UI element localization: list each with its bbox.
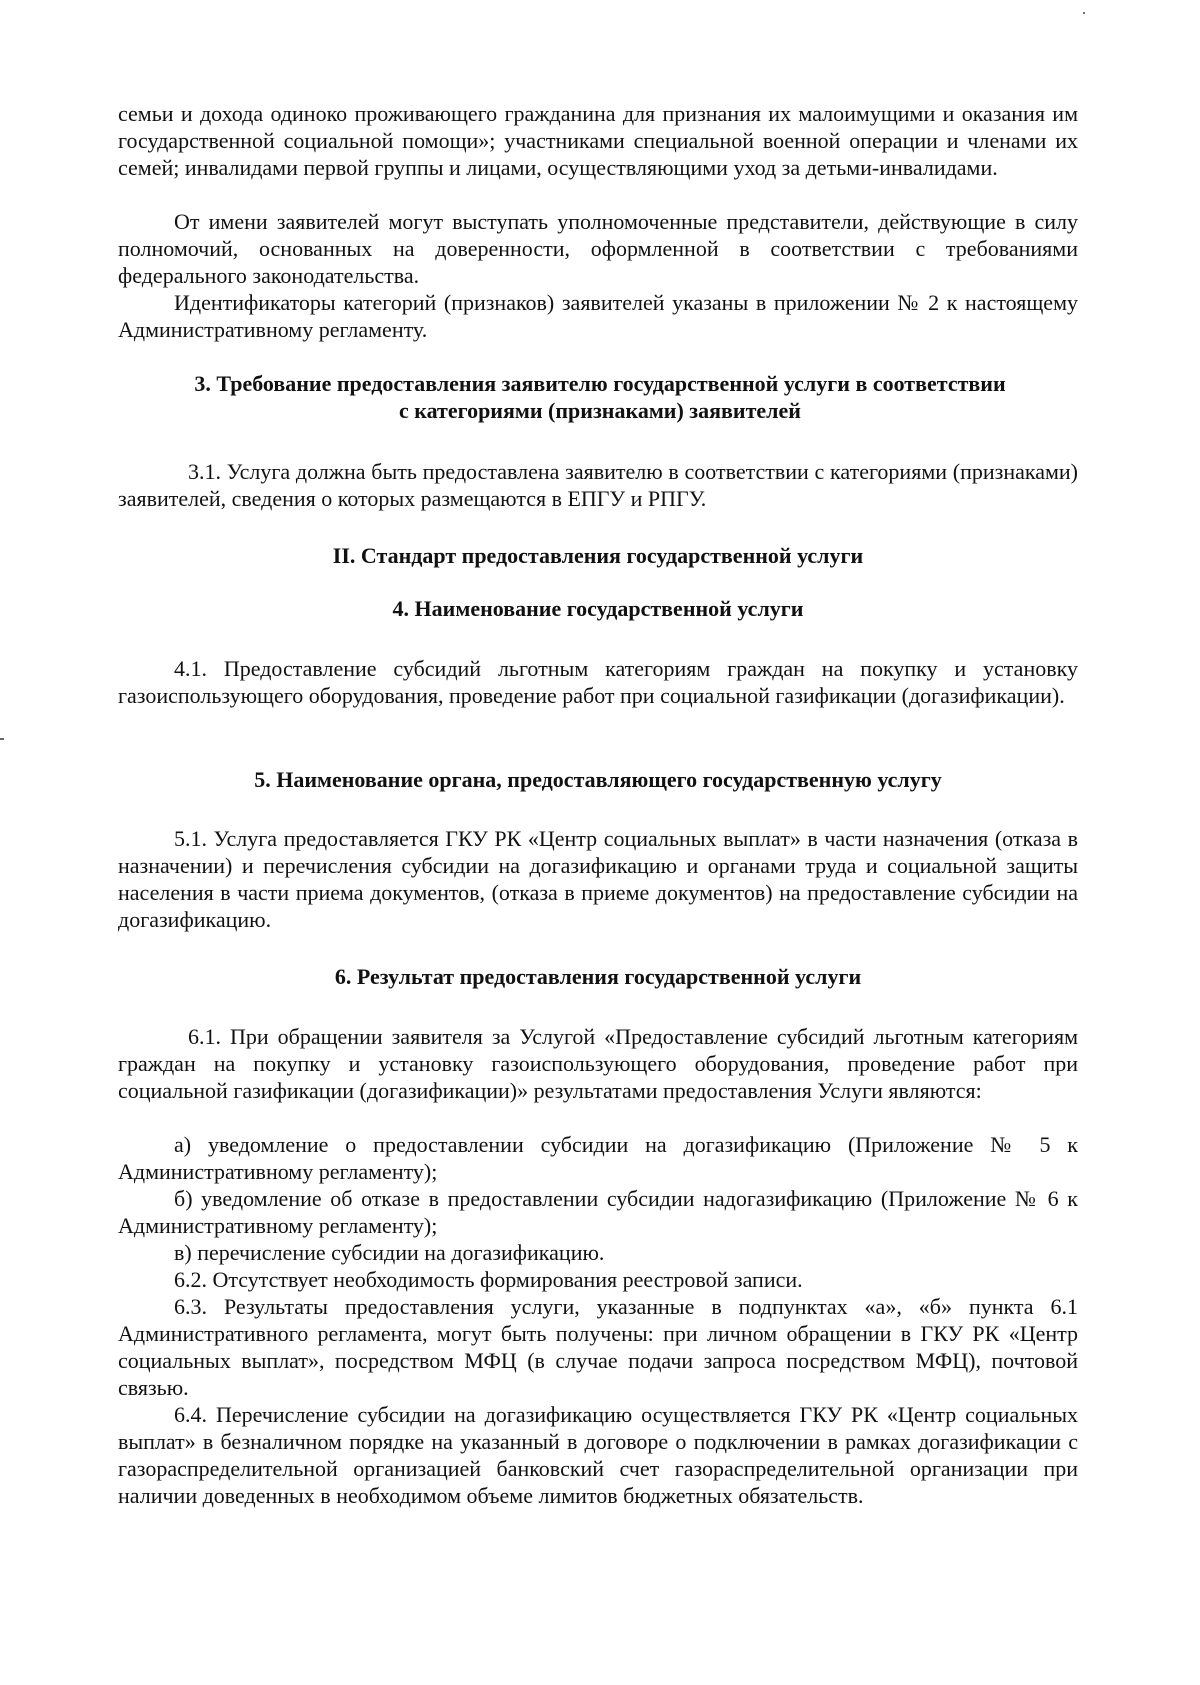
paragraph-6-1: 6.1. При обращении заявителя за Услугой «Предоставление субсидий льготным категориям граждан на покупку и установку газоиспользующего оборудования, проведение работ при социальной газификации (догазификации)» результатами предоставления Услуги являются: xyxy=(118,1024,1078,1103)
paragraph-6-1-b: б) уведомление об отказе в предоставлении субсидии надогазификацию (Приложение № 6 к Административному регламенту); xyxy=(118,1186,1078,1238)
paragraph-5-1: 5.1. Услуга предоставляется ГКУ РК «Центр социальных выплат» в части назначения (отказа в назначении) и перечисления субсидии на догазификацию и органами труда и социальной защиты населения в части приема документов, (отказа в приеме документов) на предоставление субсидии на догазификацию. xyxy=(118,826,1078,932)
paragraph-6-1-a: а) уведомление о предоставлении субсидии на догазификацию (Приложение № 5 к Административному регламенту); xyxy=(118,1132,1078,1184)
part-2-heading: II. Стандарт предоставления государственной услуги xyxy=(332,543,864,568)
paragraph-6-1-v: в) перечисление субсидии на догазификацию. xyxy=(174,1240,605,1265)
paragraph-6-2: 6.2. Отсутствует необходимость формирования реестровой записи. xyxy=(174,1267,803,1292)
paragraph-6-4: 6.4. Перечисление субсидии на догазификацию осуществляется ГКУ РК «Центр социальных выплат» в безналичном порядке на указанный в договоре о подключении в рамках догазификации с газораспределительной организацией банковский счет газораспределительной организации при наличии доведенных в необходимом объеме лимитов бюджетных обязательств. xyxy=(118,1402,1078,1508)
paragraph-intro-1: семьи и дохода одиноко проживающего гражданина для признания их малоимущими и оказания им государственной социальной помощи»; участниками специальной военной операции и членами их семей; инвалидами первой группы и лицами, осуществляющими уход за детьми-инвалидами. xyxy=(118,101,1078,180)
paragraph-4-1: 4.1. Предоставление субсидий льготным категориям граждан на покупку и установку газоиспользующего оборудования, проведение работ при социальной газификации (догазификации). xyxy=(118,656,1078,708)
paragraph-intro-3: Идентификаторы категорий (признаков) заявителей указаны в приложении № 2 к настоящему Административному регламенту. xyxy=(118,290,1078,342)
section-5-heading: 5. Наименование органа, предоставляющего государственную услугу xyxy=(254,767,942,792)
section-4-heading: 4. Наименование государственной услуги xyxy=(392,596,804,621)
paragraph-6-3: 6.3. Результаты предоставления услуги, указанные в подпунктах «а», «б» пункта 6.1 Административного регламента, могут быть получены: при личном обращении в ГКУ РК «Центр социальных выплат», посредством МФЦ (в случае подачи запроса посредством МФЦ), почтовой связью. xyxy=(118,1294,1078,1400)
paragraph-intro-2: От имени заявителей могут выступать уполномоченные представители, действующие в силу полномочий, основанных на доверенности, оформленной в соответствии с требованиями федерального законодательства. xyxy=(118,209,1078,288)
scan-speck xyxy=(1083,12,1085,14)
paragraph-3-1: 3.1. Услуга должна быть предоставлена заявителю в соответствии с категориями (признаками) заявителей, сведения о которых размещаются в ЕПГУ и РПГУ. xyxy=(118,459,1078,511)
section-3-heading: 3. Требование предоставления заявителю государственной услуги в соответствии с категориями (признаками) заявителей xyxy=(194,371,1006,423)
section-6-heading: 6. Результат предоставления государственной услуги xyxy=(334,964,862,989)
scan-margin-mark xyxy=(0,738,4,740)
